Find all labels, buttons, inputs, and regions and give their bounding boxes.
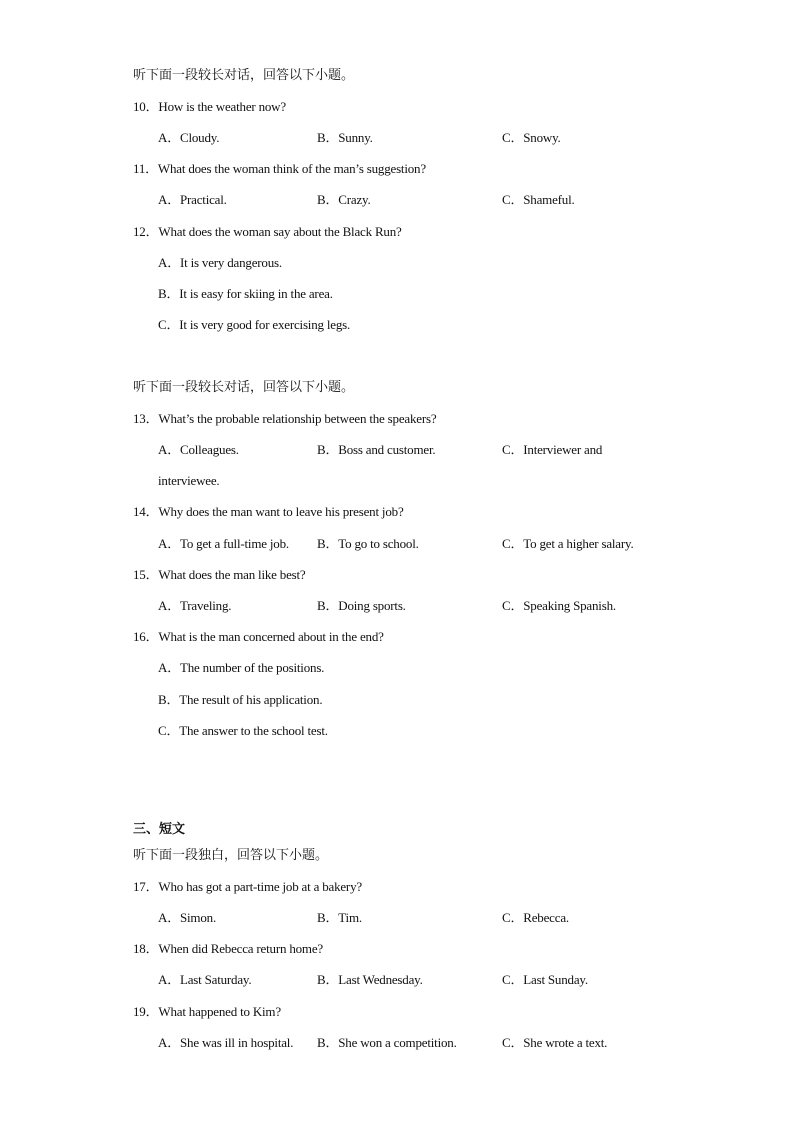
question-18 <box>133 941 323 957</box>
question-15 <box>133 567 306 583</box>
section-1-instruction: 听下面一段较长对话，回答以下小题。 <box>133 68 355 83</box>
q14-option-c: C．To get a higher salary. <box>502 536 634 551</box>
question-number: 16． <box>133 629 159 644</box>
question-number: 18． <box>133 941 159 956</box>
question-text: What does the woman think of the man’s suggestion? <box>157 161 426 176</box>
question-number: 15． <box>133 567 159 582</box>
q19-option-a: A．She was ill in hospital. <box>158 1035 294 1050</box>
question-text: What happened to Kim? <box>158 1004 281 1019</box>
question-number: 17． <box>133 879 159 894</box>
q15-option-a: A．Traveling. <box>158 598 232 613</box>
question-number: 10． <box>133 99 159 114</box>
question-number: 12． <box>133 224 159 239</box>
q14-option-b: B．To go to school. <box>317 536 419 551</box>
q10-option-b: B．Sunny. <box>317 130 373 145</box>
question-text: Why does the man want to leave his present job? <box>158 504 404 519</box>
q10-option-a: A．Cloudy. <box>158 130 220 145</box>
question-14 <box>133 504 404 520</box>
q13-option-c: C．Interviewer and <box>502 442 603 457</box>
question-number: 11． <box>133 161 158 176</box>
section-2-instruction: 听下面一段较长对话，回答以下小题。 <box>133 380 355 395</box>
q18-option-c: C．Last Sunday. <box>502 972 588 987</box>
q16-option-b: B．The result of his application. <box>158 692 323 707</box>
question-12 <box>133 224 402 240</box>
question-17 <box>133 879 362 895</box>
q14-option-a: A．To get a full-time job. <box>158 536 289 551</box>
q18-option-a: A．Last Saturday. <box>158 972 252 987</box>
q12-option-b: B．It is easy for skiing in the area. <box>158 286 333 301</box>
q13-option-c-continuation: interviewee. <box>158 473 220 488</box>
q11-option-a: A．Practical. <box>158 192 227 207</box>
q19-option-b: B．She won a competition. <box>317 1035 457 1050</box>
question-text: How is the weather now? <box>158 99 286 114</box>
question-13 <box>133 411 436 427</box>
q18-option-b: B．Last Wednesday. <box>317 972 423 987</box>
question-number: 13． <box>133 411 159 426</box>
q15-option-c: C．Speaking Spanish. <box>502 598 616 613</box>
q16-option-a: A．The number of the positions. <box>158 660 325 675</box>
question-text: What does the man like best? <box>158 567 306 582</box>
q15-option-b: B．Doing sports. <box>317 598 406 613</box>
q11-option-b: B．Crazy. <box>317 192 371 207</box>
q12-option-c: C．It is very good for exercising legs. <box>158 317 351 332</box>
q12-option-a: A．It is very dangerous. <box>158 255 282 270</box>
q11-option-c: C．Shameful. <box>502 192 575 207</box>
section-3-heading: 三、短文 <box>133 822 186 837</box>
question-text: Who has got a part-time job at a bakery? <box>158 879 362 894</box>
q17-option-a: A．Simon. <box>158 910 216 925</box>
question-16 <box>133 629 384 645</box>
q19-option-c: C．She wrote a text. <box>502 1035 608 1050</box>
question-10 <box>133 99 286 115</box>
question-text: What’s the probable relationship between the speakers? <box>158 411 437 426</box>
question-number: 19． <box>133 1004 159 1019</box>
question-text: What is the man concerned about in the end? <box>158 629 384 644</box>
question-11 <box>133 161 426 177</box>
q17-option-c: C．Rebecca. <box>502 910 569 925</box>
q17-option-b: B．Tim. <box>317 910 362 925</box>
question-text: What does the woman say about the Black Run? <box>158 224 402 239</box>
q10-option-c: C．Snowy. <box>502 130 561 145</box>
section-3-instruction: 听下面一段独白，回答以下小题。 <box>133 848 329 863</box>
question-number: 14． <box>133 504 159 519</box>
q13-option-b: B．Boss and customer. <box>317 442 436 457</box>
q13-option-a: A．Colleagues. <box>158 442 239 457</box>
q16-option-c: C．The answer to the school test. <box>158 723 328 738</box>
question-19 <box>133 1004 281 1020</box>
question-text: When did Rebecca return home? <box>158 941 323 956</box>
